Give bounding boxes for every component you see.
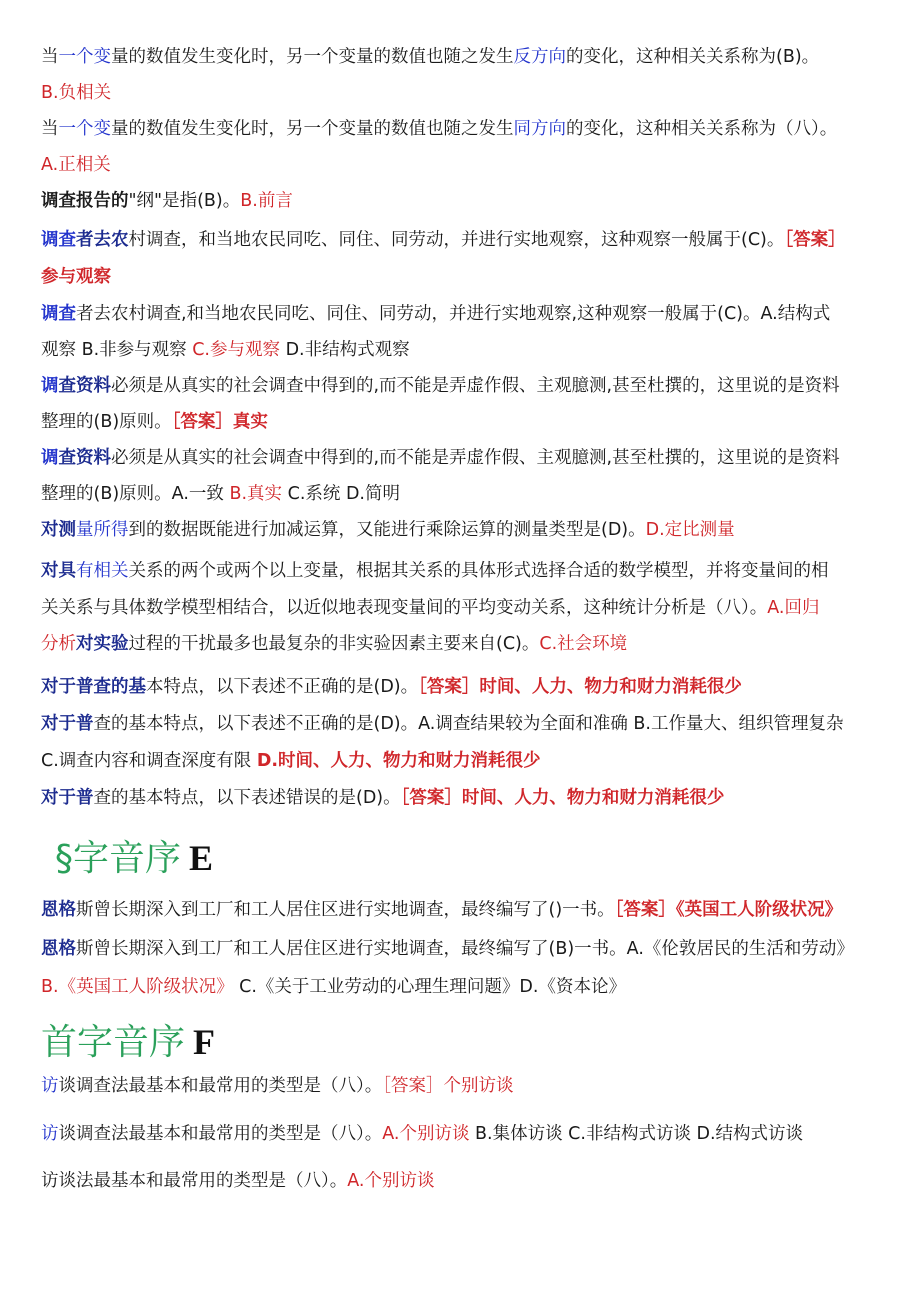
text-span: 量的数值发生变化时，另一个变量的数值也随之发生 [111,47,514,67]
text-line [41,785,724,811]
text-span: 恩格 [41,939,76,959]
text-span: 恩格 [41,900,76,920]
text-span: ［答案］时间、人力、物力和财力消耗很少 [418,677,742,697]
text-span: 对实验 [76,634,129,654]
text-line [41,1168,434,1194]
text-span: 关系的两个或两个以上变量，根据其关系的具体形式选择合适的数学模型，并将变量间的相 [128,561,829,581]
text-line [41,897,842,923]
text-line [41,337,410,363]
text-span: 者去农村调查,和当地农民同吃、同住、同劳动，并进行实地观察,这种观察一般属于(C)。A.结构式 [76,304,831,324]
text-line [41,44,819,70]
text-span: 反方向 [513,47,566,67]
text-span: 观察 B.非参与观察 [41,340,193,360]
section-heading-e [55,834,213,883]
text-span: C.系统 D.简明 [282,484,400,504]
text-span: C.调查内容和调查深度有限 [41,751,257,771]
text-span: C.《关于工业劳动的心理生理问题》D.《资本论》 [233,977,626,997]
text-span: 同方向 [513,119,566,139]
text-span: 对具 [41,561,76,581]
text-span: 的变化，这种相关关系称为（八）。 [566,119,838,139]
text-line [41,517,735,543]
text-line [41,674,742,700]
text-span: 量所得 [76,520,129,540]
text-line [41,227,846,253]
text-line [41,373,840,399]
section-heading-e-letter: E [189,838,214,878]
text-line [41,481,400,507]
text-span: 调查报告的 [41,191,129,211]
text-span: C.社会环境 [539,634,628,654]
text-span: 调查 [41,230,76,250]
text-span: 的变化，这种相关关系称为(B)。 [566,47,820,67]
text-line [41,445,840,471]
text-span: A.个别访谈 [347,1171,435,1191]
text-span: 访 [41,1124,59,1144]
text-span: 本特点，以下表述不正确的是(D)。 [146,677,419,697]
text-span: 者去农 [76,230,129,250]
text-span: D.定比测量 [645,520,735,540]
section-heading-e-text: §字音序 [55,838,182,879]
text-span: B.前言 [240,191,293,211]
text-span: 一个变 [58,47,111,67]
text-line [41,595,819,621]
text-span: 对测 [41,520,76,540]
text-span: ［答案］时间、人力、物力和财力消耗很少 [400,788,725,808]
section-heading-f-letter: F [193,1022,216,1062]
text-line [41,264,111,290]
text-span: 整理的(B)原则。A.一致 [41,484,230,504]
text-span: D.时间、人力、物力和财力消耗很少 [256,751,541,771]
text-span: 查的基本特点，以下表述不正确的是(D)。A.调查结果较为全面和准确 B.工作量大、组织管理复杂 [93,714,844,734]
section-heading-f-text: 首字音序 [41,1022,186,1063]
text-line [41,711,844,737]
text-span: 参与观察 [41,267,111,287]
text-span: 过程的干扰最多也最复杂的非实验因素主要来自(C)。 [128,634,540,654]
text-span: 整理的(B)原则。 [41,412,172,432]
text-line [41,116,837,142]
text-span: ［答案］真实 [171,412,268,432]
text-span: A.个别访谈 [382,1124,470,1144]
text-span: 当 [41,47,59,67]
text-span: 到的数据既能进行加减运算，又能进行乘除运算的测量类型是(D)。 [128,520,646,540]
text-span: 村调查，和当地农民同吃、同住、同劳动，并进行实地观察，这种观察一般属于(C)。 [128,230,785,250]
text-span: B.集体访谈 C.非结构式访谈 D.结构式访谈 [469,1124,804,1144]
text-span: A.回归 [767,598,820,618]
text-span: 必须是从真实的社会调查中得到的,而不能是弄虚作假、主观臆测,甚至杜撰的，这里说的是资料 [111,448,840,468]
text-span: ［答案］个别访谈 [382,1076,514,1096]
text-span: ［答案］ [784,230,846,250]
text-span: 谈调查法最基本和最常用的类型是（八）。 [58,1076,383,1096]
text-span: 查的基本特点，以下表述错误的是(D)。 [93,788,401,808]
text-span: 访谈法最基本和最常用的类型是（八）。 [41,1171,348,1191]
section-heading-f [41,1018,215,1067]
text-line [41,558,829,584]
text-span: 斯曾长期深入到工厂和工人居住区进行实地调查，最终编写了()一书。 [76,900,615,920]
text-span: 对于普 [41,788,94,808]
text-span: "纲"是指(B)。 [128,191,241,211]
text-span: 查资料 [58,448,111,468]
text-span: 量的数值发生变化时，另一个变量的数值也随之发生 [111,119,514,139]
text-span: A.正相关 [41,155,111,175]
text-line [41,974,626,1000]
text-span: 谈调查法最基本和最常用的类型是（八）。 [58,1124,383,1144]
text-span: 关关系与具体数学模型相结合，以近似地表现变量间的平均变动关系，这种统计分析是（八）。 [41,598,768,618]
text-line [41,188,293,214]
text-span: 分析 [41,634,76,654]
text-span: ［答案］《英国工人阶级状况》 [614,900,843,920]
text-span: D.非结构式观察 [280,340,410,360]
text-span: 对于普 [41,714,94,734]
text-span: 调 [41,448,59,468]
text-span: B.负相关 [41,83,112,103]
text-line [41,152,111,178]
text-span: 当 [41,119,59,139]
text-line [41,301,830,327]
text-span: 对于普查的基 [41,677,146,697]
text-span: B.《英国工人阶级状况》 [41,977,234,997]
text-span: 查资料 [58,376,111,396]
text-span: C.参与观察 [192,340,280,360]
text-span: 调查 [41,304,76,324]
text-span: B.真实 [229,484,283,504]
text-line [41,409,268,435]
text-line [41,1121,803,1147]
text-span: 有相关 [76,561,129,581]
text-span: 调 [41,376,59,396]
text-span: 一个变 [58,119,111,139]
text-span: 必须是从真实的社会调查中得到的,而不能是弄虚作假、主观臆测,甚至杜撰的，这里说的是资料 [111,376,840,396]
text-line [41,936,854,962]
text-span: 斯曾长期深入到工厂和工人居住区进行实地调查，最终编写了(B)一书。A.《伦敦居民的生活和劳动》 [76,939,854,959]
text-line [41,748,541,774]
text-span: 访 [41,1076,59,1096]
text-line [41,1073,514,1099]
text-line [41,631,627,657]
text-line [41,80,111,106]
